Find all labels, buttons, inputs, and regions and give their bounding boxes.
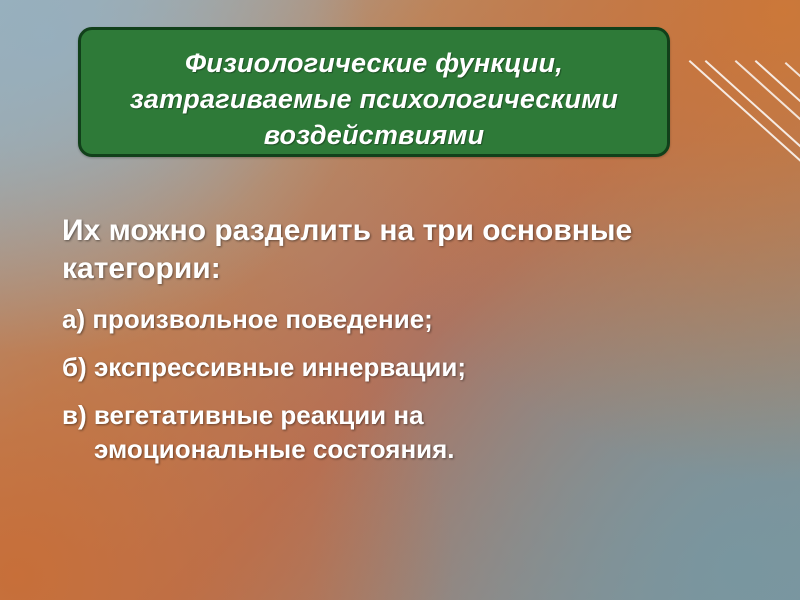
slide-title: Физиологические функции, затрагиваемые психологическими воздействиями (129, 48, 619, 150)
title-banner (78, 27, 670, 157)
body-lead: Их можно разделить на три основные категории: (62, 214, 633, 285)
list-item: а) произвольное поведение; (62, 304, 433, 334)
list-item: б) экспрессивные иннервации; (62, 352, 467, 382)
list-item-text: в) вегетативные реакции на (62, 400, 424, 430)
list-item (62, 398, 762, 466)
list-item-continuation: эмоциональные состояния. (94, 434, 455, 464)
stripe-line (785, 62, 800, 558)
slide-body (62, 212, 762, 480)
